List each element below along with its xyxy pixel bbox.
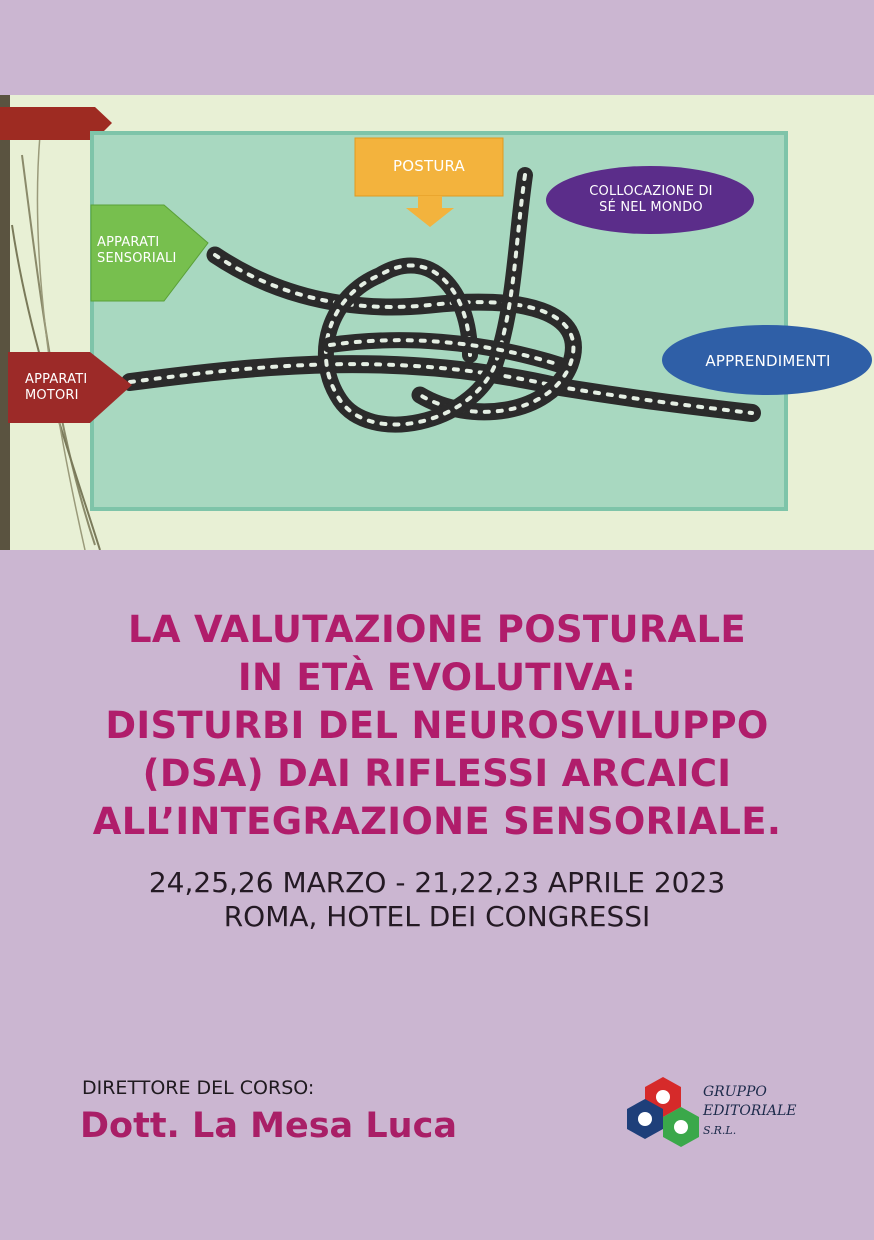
- label-apparati-sensoriali: [97, 235, 177, 267]
- title-line-4: (DSA) DAI RIFLESSI ARCAICI: [142, 752, 732, 795]
- label-collocazione: [556, 184, 746, 216]
- label-motori-line2: MOTORI: [25, 388, 79, 403]
- title-line-5: ALL’INTEGRAZIONE SENSORIALE.: [92, 800, 782, 843]
- publisher-logo-icon: [626, 1075, 700, 1149]
- director-label: DIRETTORE DEL CORSO:: [82, 1077, 315, 1099]
- label-motori-line1: APPARATI: [25, 372, 88, 387]
- label-postura: POSTURA: [393, 157, 465, 175]
- title-line-3: DISTURBI DEL NEUROSVILUPPO: [105, 704, 769, 747]
- course-title: [0, 606, 874, 846]
- director-name: Dott. La Mesa Luca: [80, 1106, 457, 1146]
- event-venue: ROMA, HOTEL DEI CONGRESSI: [223, 900, 651, 933]
- label-sensoriali-line1: APPARATI: [97, 235, 160, 250]
- label-apprendimenti: APPRENDIMENTI: [705, 352, 831, 370]
- label-sensoriali-line2: SENSORIALI: [97, 251, 177, 266]
- label-collocazione-line2: SÉ NEL MONDO: [599, 200, 703, 215]
- title-line-1: LA VALUTAZIONE POSTURALE: [127, 608, 746, 651]
- publisher-line-2: EDITORIALE: [703, 1103, 797, 1119]
- event-info: [0, 866, 874, 934]
- publisher-line-1: GRUPPO: [703, 1084, 767, 1100]
- title-line-2: IN ETÀ EVOLUTIVA:: [237, 656, 637, 699]
- hero-image: [0, 95, 874, 550]
- publisher-name: [703, 1083, 797, 1140]
- publisher-line-3: S.R.L.: [703, 1124, 737, 1137]
- label-apparati-motori: [25, 372, 87, 404]
- event-dates: 24,25,26 MARZO - 21,22,23 APRILE 2023: [148, 866, 726, 899]
- label-collocazione-line1: COLLOCAZIONE DI: [589, 184, 713, 199]
